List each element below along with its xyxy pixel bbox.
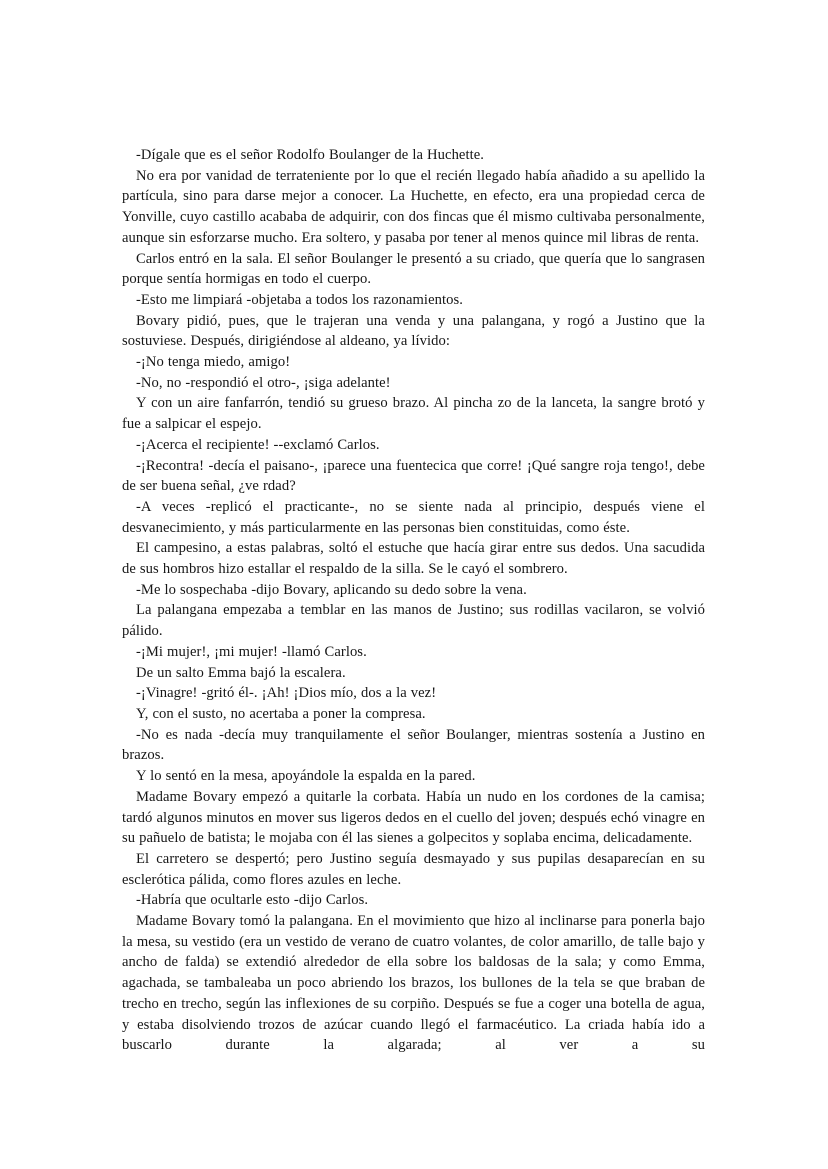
paragraph: Madame Bovary tomó la palangana. En el movimiento que hizo al inclinarse para ponerla bajo la mesa, su vestido (era un vestido de verano de cuatro volantes, de color amarillo, de talle bajo y ancho de falda) se extendió alrededor de ella sobre los baldosas de la sala; y como Emma, agachada, se tambaleaba un poco abriendo los brazos, los bullones de la tela se que braban de trecho en trecho, según las inflexiones de su corpiño. Después se fue a coger una botella de agua, y estaba disolviendo trozos de azúcar cuando llegó el farmacéutico. La criada había ido a buscarlo durante la algarada; al ver a su bbox=[122, 913, 705, 1054]
paragraph: -No, no -respondió el otro-, ¡siga adelante! bbox=[136, 374, 391, 391]
body-text-block bbox=[122, 145, 705, 1056]
paragraph: No era por vanidad de terrateniente por lo que el recién llegado había añadido a su apellido la partícula, sino para darse mejor a conocer. La Huchette, en efecto, era una propiedad cerca de Yonville, cuyo castillo acababa de adquirir, con dos fincas que él mismo cultivaba personalmente, aunque sin esforzarse mucho. Era soltero, y pasaba por tener al menos quince mil libras de renta. bbox=[122, 167, 705, 246]
paragraph: Y, con el susto, no acertaba a poner la compresa. bbox=[136, 705, 426, 722]
paragraph: El campesino, a estas palabras, soltó el estuche que hacía girar entre sus dedos. Una sacudida de sus hombros hizo estallar el respaldo de la silla. Se le cayó el sombrero. bbox=[122, 540, 705, 578]
paragraph: Madame Bovary empezó a quitarle la corbata. Había un nudo en los cordones de la camisa; tardó algunos minutos en mover sus ligeros dedos en el cuello del joven; después echó vinagre en su pañuelo de batista; le mojaba con él las sienes a golpecitos y soplaba encima, delicadamente. bbox=[122, 788, 705, 847]
paragraph: Carlos entró en la sala. El señor Boulanger le presentó a su criado, que quería que lo sangrasen porque sentía hormigas en todo el cuerpo. bbox=[122, 250, 705, 288]
paragraph: El carretero se despertó; pero Justino seguía desmayado y sus pupilas desaparecían en su esclerótica pálida, como flores azules en leche. bbox=[122, 850, 705, 888]
paragraph: Y lo sentó en la mesa, apoyándole la espalda en la pared. bbox=[136, 768, 476, 785]
paragraph: -Habría que ocultarle esto -dijo Carlos. bbox=[136, 892, 369, 909]
paragraph: Y con un aire fanfarrón, tendió su grueso brazo. Al pincha zo de la lanceta, la sangre brotó y fue a salpicar el espejo. bbox=[122, 395, 705, 433]
paragraph: -No es nada -decía muy tranquilamente el señor Boulanger, mientras sostenía a Justino en brazos. bbox=[122, 726, 705, 764]
paragraph: De un salto Emma bajó la escalera. bbox=[136, 664, 346, 681]
paragraph: -A veces -replicó el practicante-, no se siente nada al principio, después viene el desvanecimiento, y más particularmente en las personas bien constituidas, como éste. bbox=[122, 498, 705, 536]
paragraph: -¡Recontra! -decía el paisano-, ¡parece una fuentecica que corre! ¡Qué sangre roja tengo!, debe de ser buena señal, ¿ve rdad? bbox=[122, 457, 705, 495]
paragraph: -Esto me limpiará -objetaba a todos los razonamientos. bbox=[136, 291, 463, 308]
paragraph: La palangana empezaba a temblar en las manos de Justino; sus rodillas vacilaron, se volvió pálido. bbox=[122, 602, 705, 640]
paragraph: -¡Mi mujer!, ¡mi mujer! -llamó Carlos. bbox=[136, 643, 367, 660]
paragraph: -¡Acerca el recipiente! --exclamó Carlos. bbox=[136, 436, 380, 453]
paragraph: -Dígale que es el señor Rodolfo Boulanger de la Huchette. bbox=[136, 147, 485, 163]
paragraph: -Me lo sospechaba -dijo Bovary, aplicando su dedo sobre la vena. bbox=[136, 581, 527, 598]
paragraph: Bovary pidió, pues, que le trajeran una venda y una palangana, y rogó a Justino que la sostuviese. Después, dirigiéndose al aldeano, ya lívido: bbox=[122, 312, 705, 350]
paragraph: -¡No tenga miedo, amigo! bbox=[136, 354, 291, 371]
paragraph: -¡Vinagre! -gritó él-. ¡Ah! ¡Dios mío, dos a la vez! bbox=[136, 685, 437, 702]
